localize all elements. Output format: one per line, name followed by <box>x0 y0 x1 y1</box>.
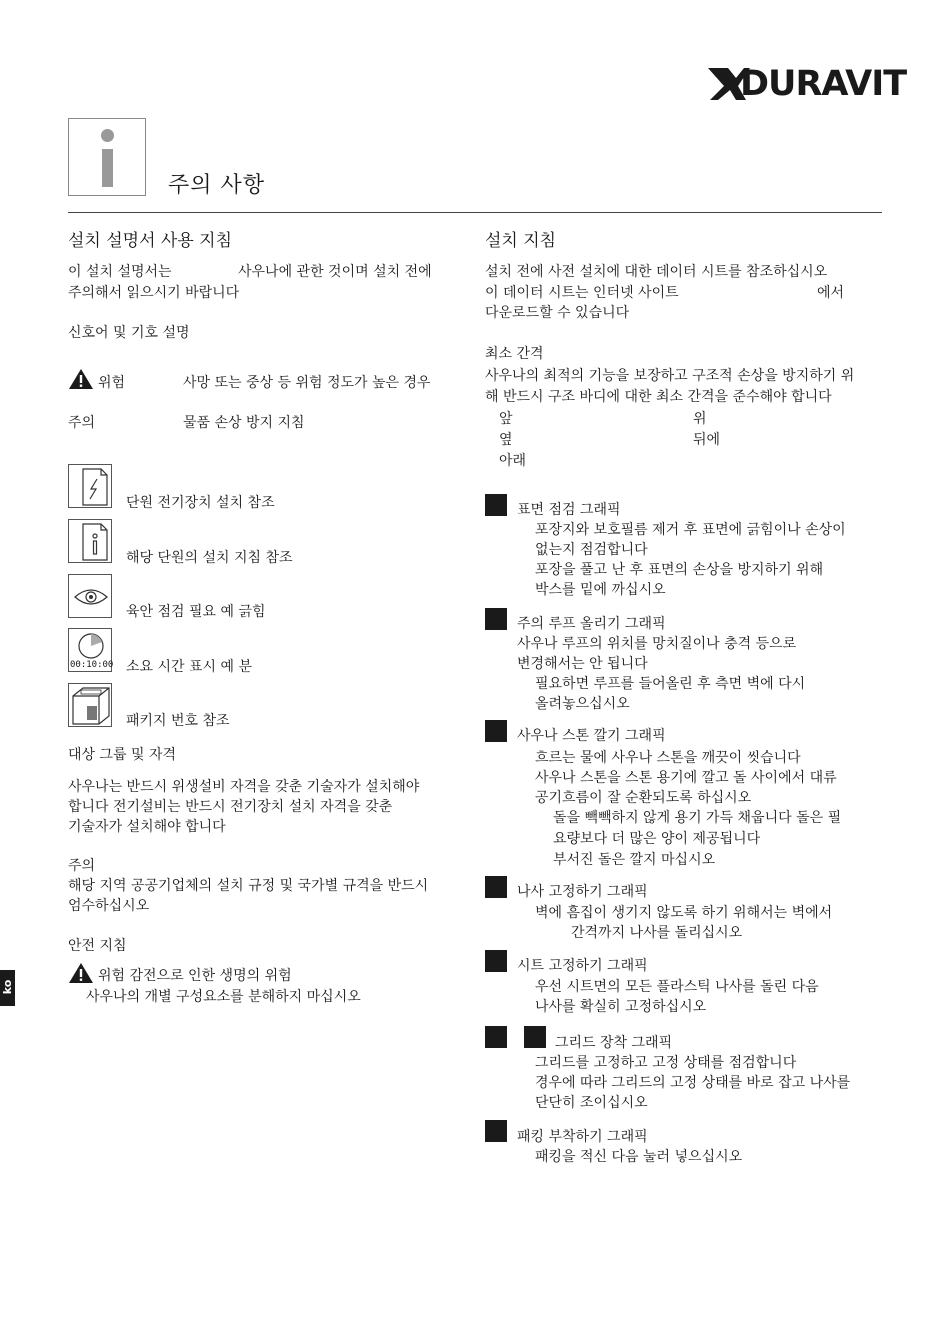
step-line: 우선 시트면의 모든 플라스틱 나사를 돌린 다음 <box>535 979 819 995</box>
caution-desc: 물품 손상 방지 지침 <box>183 415 305 431</box>
step-line: 필요하면 루프를 들어올린 후 측면 벽에 다시 <box>535 676 806 692</box>
step-line: 돌을 빽빽하지 않게 용기 가득 채웁니다 돌은 필 <box>553 810 842 826</box>
step-marker <box>485 494 507 516</box>
clock-time-text: 00:10:00 <box>70 660 114 670</box>
install-line-1: 설치 전에 사전 설치에 대한 데이터 시트를 참조하십시오 <box>485 264 828 280</box>
target-line-1: 사우나는 반드시 위생설비 자격을 갖춘 기술자가 설치해야 <box>68 779 420 795</box>
target-line-2: 합니다 전기설비는 반드시 전기장치 설치 자격을 갖춘 <box>68 799 393 815</box>
step-line: 포장을 풀고 난 후 표면의 손상을 방지하기 위해 <box>535 562 824 578</box>
usage-text-1b: 사우나에 관한 것이며 설치 전에 <box>238 264 432 280</box>
gap-item-back: 뒤에 <box>693 432 721 448</box>
step-title: 사우나 스톤 깔기 그래픽 <box>517 728 666 744</box>
note-line-1: 해당 지역 공공기업체의 설치 규정 및 국가별 규격을 반드시 <box>68 878 429 894</box>
step-title: 주의 루프 올리기 그래픽 <box>517 616 666 632</box>
warning-triangle-icon <box>68 962 94 984</box>
duravit-logo <box>706 64 907 104</box>
language-tab <box>0 970 15 1006</box>
note-title: 주의 <box>68 858 96 874</box>
language-tab-label: ko <box>1 979 14 995</box>
icon-label-electrical: 단원 전기장치 설치 참조 <box>126 495 275 511</box>
step-title: 그리드 장착 그래픽 <box>555 1035 673 1051</box>
package-icon <box>68 683 112 727</box>
install-line-3: 다운로드할 수 있습니다 <box>485 305 630 321</box>
step-marker <box>524 1026 546 1048</box>
step-line: 올려놓으십시오 <box>535 696 630 712</box>
step-line: 없는지 점검합니다 <box>535 542 648 558</box>
target-line-3: 기술자가 설치해야 합니다 <box>68 819 226 835</box>
step-line: 벽에 흠집이 생기지 않도록 하기 위해서는 벽에서 <box>535 905 833 921</box>
step-title: 패킹 부착하기 그래픽 <box>517 1129 648 1145</box>
step-line: 공기흐름이 잘 순환되도록 하십시오 <box>535 790 752 806</box>
signal-title: 신호어 및 기호 설명 <box>68 325 190 341</box>
section-title-usage: 설치 설명서 사용 지침 <box>68 231 233 251</box>
step-line: 부서진 돌은 깔지 마십시오 <box>553 852 716 868</box>
icon-label-eye: 육안 점검 필요 예 긁힘 <box>126 604 266 620</box>
header-divider <box>68 212 882 213</box>
install-line-2b: 에서 <box>817 285 845 301</box>
note-line-2: 엄수하십시오 <box>68 898 150 914</box>
usage-text-1a: 이 설치 설명서는 <box>68 264 172 280</box>
step-line: 변경해서는 안 됩니다 <box>517 656 648 672</box>
danger-desc: 사망 또는 중상 등 위험 정도가 높은 경우 <box>183 375 431 391</box>
step-title: 표면 점검 그래픽 <box>517 502 621 518</box>
section-title-install: 설치 지침 <box>485 231 557 251</box>
clock-icon <box>68 628 112 672</box>
install-line-2: 이 데이터 시트는 인터넷 사이트 <box>485 285 679 301</box>
step-line: 요량보다 더 많은 양이 제공됩니다 <box>553 831 761 847</box>
step-line: 사우나 스톤을 스톤 용기에 깔고 돌 사이에서 대류 <box>535 770 837 786</box>
icon-label-clock: 소요 시간 표시 예 분 <box>126 659 252 675</box>
icon-label-info: 해당 단원의 설치 지침 참조 <box>126 550 293 566</box>
caution-word: 주의 <box>68 415 96 431</box>
step-title: 시트 고정하기 그래픽 <box>517 958 648 974</box>
info-icon <box>68 118 146 196</box>
usage-text-2: 주의해서 읽으시기 바랍니다 <box>68 285 240 301</box>
step-line: 간격까지 나사를 돌리십시오 <box>571 925 743 941</box>
step-line: 그리드를 고정하고 고정 상태를 점검합니다 <box>535 1055 797 1071</box>
step-marker <box>485 876 507 898</box>
gap-item-top: 위 <box>693 411 707 427</box>
step-line: 나사를 확실히 고정하십시오 <box>535 999 707 1015</box>
safety-line: 사우나의 개별 구성요소를 분해하지 마십시오 <box>86 989 361 1005</box>
step-line: 단단히 조이십시오 <box>535 1095 648 1111</box>
eye-icon <box>68 574 112 618</box>
safety-danger: 위험 감전으로 인한 생명의 위험 <box>98 968 292 984</box>
step-marker <box>485 1026 507 1048</box>
info-document-icon <box>68 519 112 563</box>
gap-item-bottom: 아래 <box>499 453 527 469</box>
step-title: 나사 고정하기 그래픽 <box>517 884 648 900</box>
gap-item-front: 앞 <box>499 411 513 427</box>
icon-label-package: 패키지 번호 참조 <box>126 713 230 729</box>
page-title: 주의 사항 <box>168 173 266 198</box>
danger-word: 위험 <box>98 375 126 391</box>
gap-line-1: 사우나의 최적의 기능을 보장하고 구조적 손상을 방지하기 위 <box>485 368 855 384</box>
step-marker <box>485 608 507 630</box>
safety-title: 안전 지침 <box>68 938 127 954</box>
electrical-document-icon <box>68 464 112 508</box>
step-marker <box>485 950 507 972</box>
step-line: 포장지와 보호필름 제거 후 표면에 긁힘이나 손상이 <box>535 522 846 538</box>
step-line: 패킹을 적신 다음 눌러 넣으십시오 <box>535 1149 743 1165</box>
logo-text: DURAVIT <box>740 64 907 104</box>
step-marker <box>485 1120 507 1142</box>
gap-item-side: 옆 <box>499 432 513 448</box>
gap-line-2: 해 반드시 구조 바디에 대한 최소 간격을 준수해야 합니다 <box>485 389 832 405</box>
gap-title: 최소 간격 <box>485 346 544 362</box>
target-title: 대상 그룹 및 자격 <box>68 747 177 763</box>
step-line: 경우에 따라 그리드의 고정 상태를 바로 잡고 나사를 <box>535 1075 851 1091</box>
step-line: 박스를 밑에 까십시오 <box>535 582 666 598</box>
step-line: 사우나 루프의 위치를 망치질이나 충격 등으로 <box>517 636 797 652</box>
step-marker <box>485 720 507 742</box>
warning-triangle-icon <box>68 368 94 390</box>
step-line: 흐르는 물에 사우나 스톤을 깨끗이 씻습니다 <box>535 750 801 766</box>
